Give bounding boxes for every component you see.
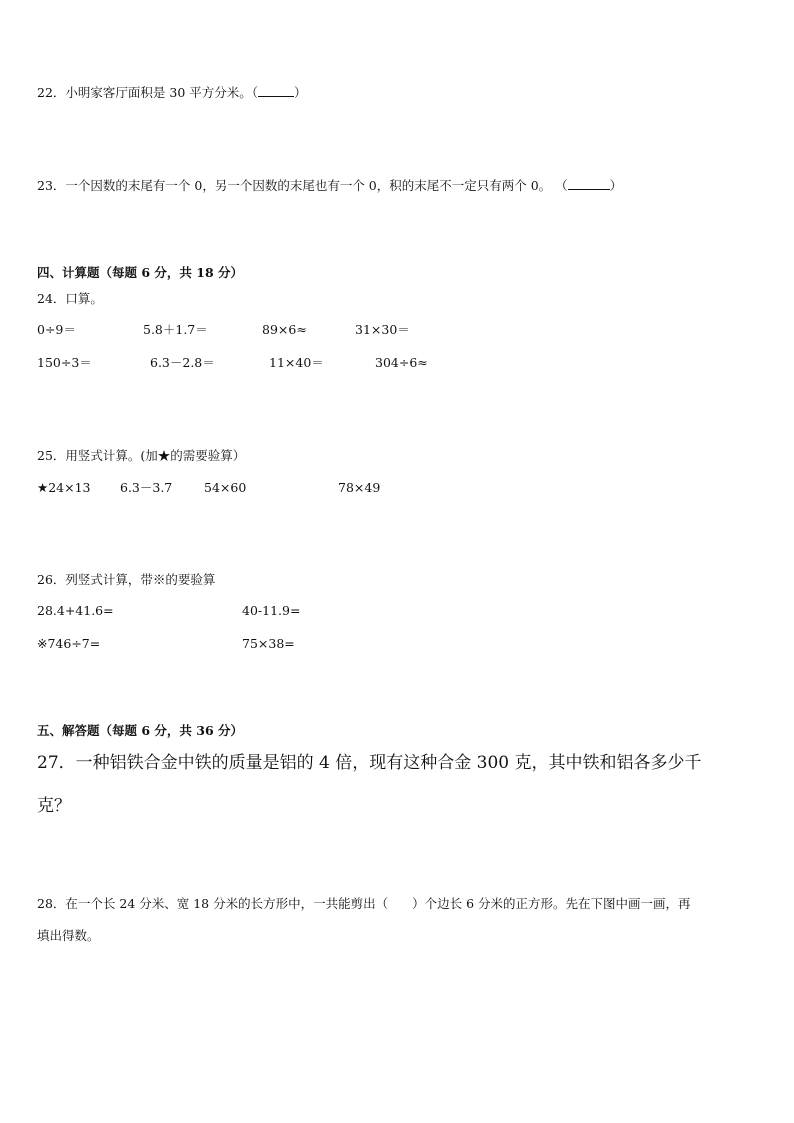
oral-calc-item: 304÷6≈ — [375, 355, 428, 370]
oral-calc-item: 0÷9＝ — [37, 322, 76, 337]
vertical-calc-item: 40-11.9= — [242, 603, 301, 618]
question-28-line-2: 填出得数。 — [37, 928, 100, 943]
question-26-title: 26．列竖式计算，带※的要验算 — [37, 572, 216, 587]
question-23-text: 23．一个因数的末尾有一个 0，另一个因数的末尾也有一个 0，积的末尾不一定只有两个 0。 （ — [37, 178, 568, 193]
vertical-calc-item: 54×60 — [204, 480, 247, 495]
oral-calc-item: 6.3－2.8＝ — [150, 355, 215, 370]
section-5-heading: 五、解答题（每题 6 分，共 36 分） — [37, 723, 244, 738]
oral-calc-item: 5.8＋1.7＝ — [143, 322, 208, 337]
vertical-calc-item: ★24×13 — [37, 480, 91, 495]
answer-blank[interactable] — [258, 84, 294, 97]
oral-calc-item: 11×40＝ — [269, 355, 324, 370]
section-4-heading: 四、计算题（每题 6 分，共 18 分） — [37, 265, 244, 280]
question-27-line-1: 27．一种铝铁合金中铁的质量是铝的 4 倍，现有这种合金 300 克，其中铁和铝各多少千 — [37, 753, 702, 773]
question-23: 23．一个因数的末尾有一个 0，另一个因数的末尾也有一个 0，积的末尾不一定只有两个 0。 （ ） — [37, 178, 623, 193]
question-27-line-2: 克？ — [37, 796, 71, 816]
question-28-line-1: 28．在一个长 24 分米、宽 18 分米的长方形中，一共能剪出（ ）个边长 6 分米的正方形。先在下图中画一画，再 — [37, 896, 691, 911]
question-24-title: 24．口算。 — [37, 291, 103, 306]
question-22-text: 22．小明家客厅面积是 30 平方分米。（ — [37, 85, 259, 100]
vertical-calc-item: 6.3－3.7 — [120, 480, 173, 495]
vertical-calc-item: 28.4+41.6= — [37, 603, 114, 618]
vertical-calc-item: 78×49 — [338, 480, 381, 495]
question-25-title: 25．用竖式计算。(加★的需要验算） — [37, 448, 246, 463]
vertical-calc-item: ※746÷7= — [37, 636, 101, 651]
oral-calc-item: 150÷3＝ — [37, 355, 92, 370]
oral-calc-item: 31×30＝ — [355, 322, 410, 337]
answer-blank[interactable] — [568, 177, 610, 190]
oral-calc-item: 89×6≈ — [262, 322, 307, 337]
vertical-calc-item: 75×38= — [242, 636, 295, 651]
question-22: 22．小明家客厅面积是 30 平方分米。（ ） — [37, 85, 307, 100]
